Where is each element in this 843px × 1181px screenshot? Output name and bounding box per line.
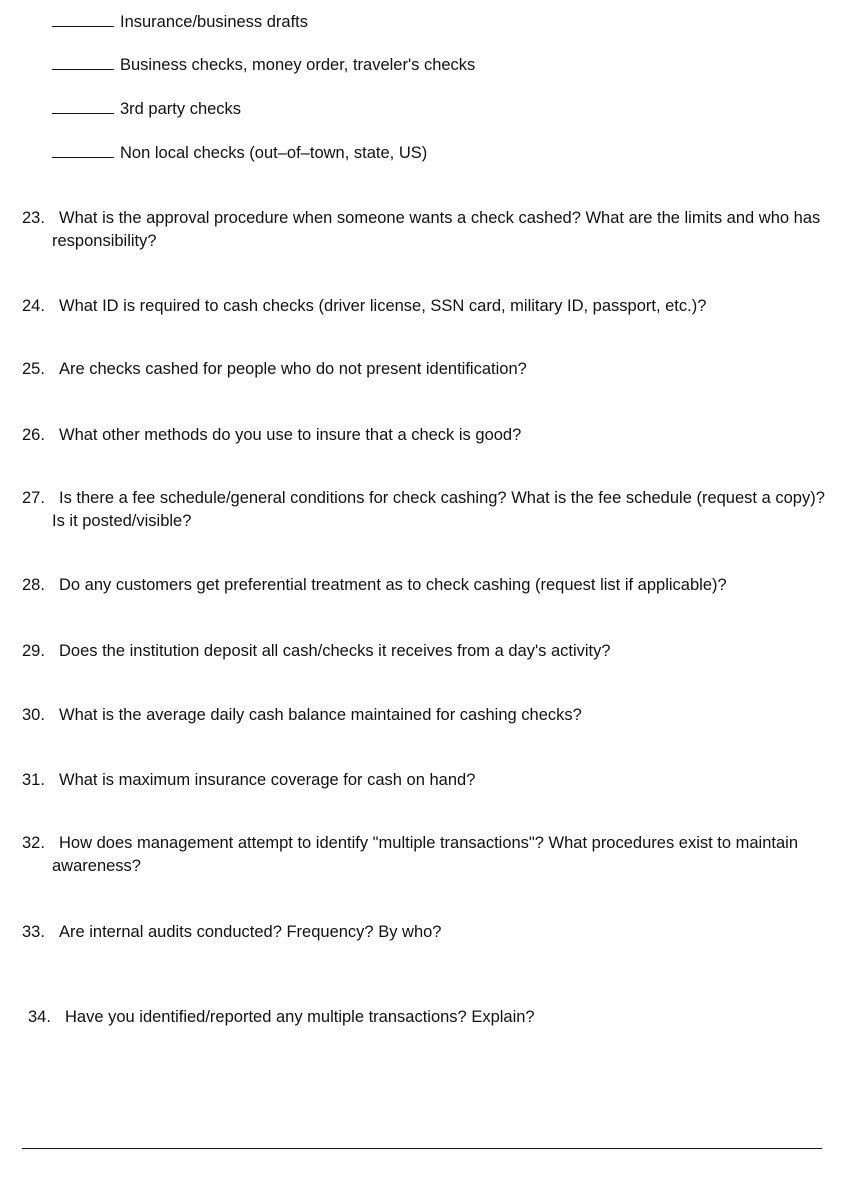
question-text: What is the approval procedure when someone wants a check cashed? What are the limits and who has responsibility? [52, 209, 821, 250]
question-number: 26. [22, 426, 45, 444]
question-30 [22, 704, 827, 727]
question-33 [22, 921, 827, 944]
question-29 [22, 640, 827, 663]
question-number: 31. [22, 771, 45, 789]
question-text: Is there a fee schedule/general conditions for check cashing? What is the fee schedule (request a copy)? Is it posted/visible? [52, 489, 825, 530]
question-23 [22, 207, 827, 253]
question-32 [22, 832, 827, 878]
check-type-third-party [52, 99, 241, 119]
check-type-insurance-drafts [52, 12, 308, 32]
question-number: 33. [22, 923, 45, 941]
question-27 [22, 487, 827, 533]
question-text: Are internal audits conducted? Frequency? By who? [59, 923, 442, 941]
check-type-business-checks [52, 55, 475, 75]
check-type-blank[interactable] [52, 99, 114, 114]
check-type-blank[interactable] [52, 55, 114, 70]
question-26 [22, 424, 827, 447]
question-number: 24. [22, 297, 45, 315]
question-31 [22, 769, 827, 792]
check-type-label: Non local checks (out–of–town, state, US) [120, 144, 428, 162]
question-number: 34. [28, 1008, 51, 1026]
check-type-label: 3rd party checks [120, 100, 242, 118]
question-34 [28, 1006, 833, 1029]
check-type-label: Business checks, money order, traveler's checks [120, 56, 476, 74]
question-28 [22, 574, 827, 597]
check-type-non-local [52, 143, 427, 163]
question-text: What is the average daily cash balance maintained for cashing checks? [59, 706, 582, 724]
question-24 [22, 295, 827, 318]
question-text: Does the institution deposit all cash/checks it receives from a day's activity? [59, 642, 611, 660]
question-number: 23. [22, 209, 45, 227]
bottom-divider [22, 1148, 822, 1149]
question-number: 29. [22, 642, 45, 660]
check-type-label: Insurance/business drafts [120, 13, 309, 31]
question-25 [22, 358, 827, 381]
question-text: How does management attempt to identify "multiple transactions"? What procedures exist to maintain awareness? [52, 834, 798, 875]
question-text: Do any customers get preferential treatment as to check cashing (request list if applicable)? [59, 576, 727, 594]
question-number: 30. [22, 706, 45, 724]
check-type-blank[interactable] [52, 12, 114, 27]
question-number: 25. [22, 360, 45, 378]
question-number: 32. [22, 834, 45, 852]
question-text: Are checks cashed for people who do not present identification? [59, 360, 527, 378]
question-text: What is maximum insurance coverage for cash on hand? [59, 771, 476, 789]
check-type-blank[interactable] [52, 143, 114, 158]
question-number: 27. [22, 489, 45, 507]
question-number: 28. [22, 576, 45, 594]
question-text: What ID is required to cash checks (driver license, SSN card, military ID, passport, etc.)? [59, 297, 707, 315]
question-text: Have you identified/reported any multiple transactions? Explain? [65, 1008, 535, 1026]
question-text: What other methods do you use to insure that a check is good? [59, 426, 522, 444]
